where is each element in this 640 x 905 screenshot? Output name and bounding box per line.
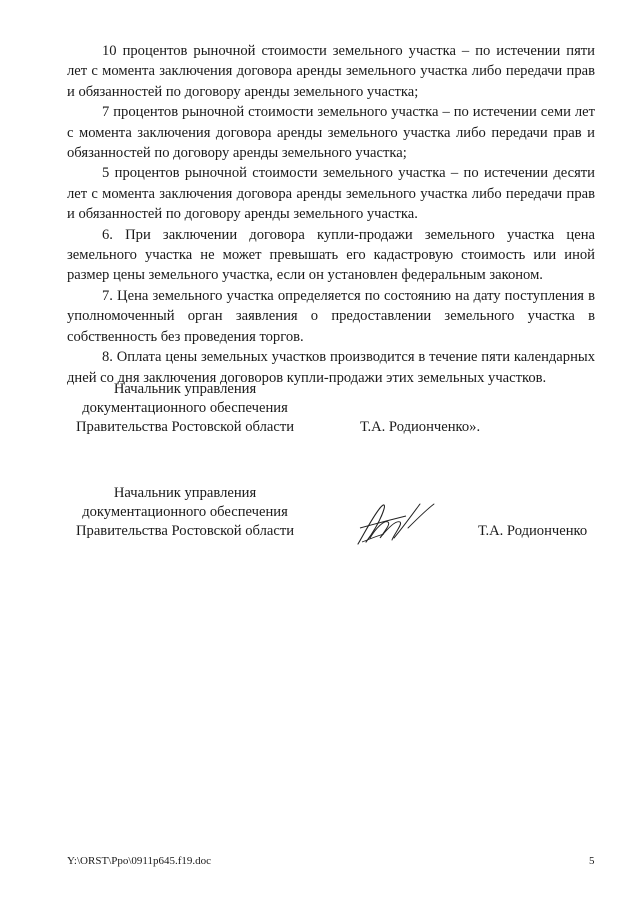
paragraph-clause-6: 6. При заключении договора купли-продажи земельного участка цена земельного участка не может превышать его кадастровую стоимость или иной размер цены земельного участка, если он установлен федеральным законом. <box>67 226 595 284</box>
signer-title-line-3: Правительства Ростовской области <box>75 419 295 435</box>
signer-title-line-2: документационного обеспечения <box>82 504 288 520</box>
handwritten-signature <box>350 498 440 548</box>
paragraph-10-percent: 10 процентов рыночной стоимости земельного участка – по истечении пяти лет с момента заключения договора аренды земельного участка либо передачи прав и обязанностей по договору аренды земельного участка; <box>67 43 595 100</box>
signer-title-line-3: Правительства Ростовской области <box>75 523 295 539</box>
signer-title-line-2: документационного обеспечения <box>82 400 288 416</box>
body-text <box>67 41 595 388</box>
paragraph-5-percent: 5 процентов рыночной стоимости земельного участка – по истечении десяти лет с момента заключения договора аренды земельного участка либо передачи прав и обязанностей по договору аренды земельного участка. <box>67 165 595 223</box>
signer-title-line-1: Начальник управления <box>113 485 257 501</box>
paragraph-clause-7: 7. Цена земельного участка определяется по состоянию на дату поступления в уполномоченный орган заявления о предоставлении земельного участка в собственность без проведения торгов. <box>67 287 595 345</box>
signer-name: Т.А. Родионченко». <box>360 419 481 435</box>
signer-name: Т.А. Родионченко <box>478 523 588 539</box>
paragraph-clause-8: 8. Оплата цены земельных участков производится в течение пяти календарных дней со дня заключения договоров купли-продажи этих земельных участков. <box>67 349 595 386</box>
paragraph-7-percent: 7 процентов рыночной стоимости земельного участка – по истечении семи лет с момента заключения договора аренды земельного участка либо передачи прав и обязанностей по договору аренды земельного участка; <box>67 104 595 162</box>
page-number: 5 <box>589 855 595 867</box>
signer-title-line-1: Начальник управления <box>113 381 257 397</box>
footer-file-path: Y:\ORST\Ppo\0911p645.f19.doc <box>67 855 212 867</box>
